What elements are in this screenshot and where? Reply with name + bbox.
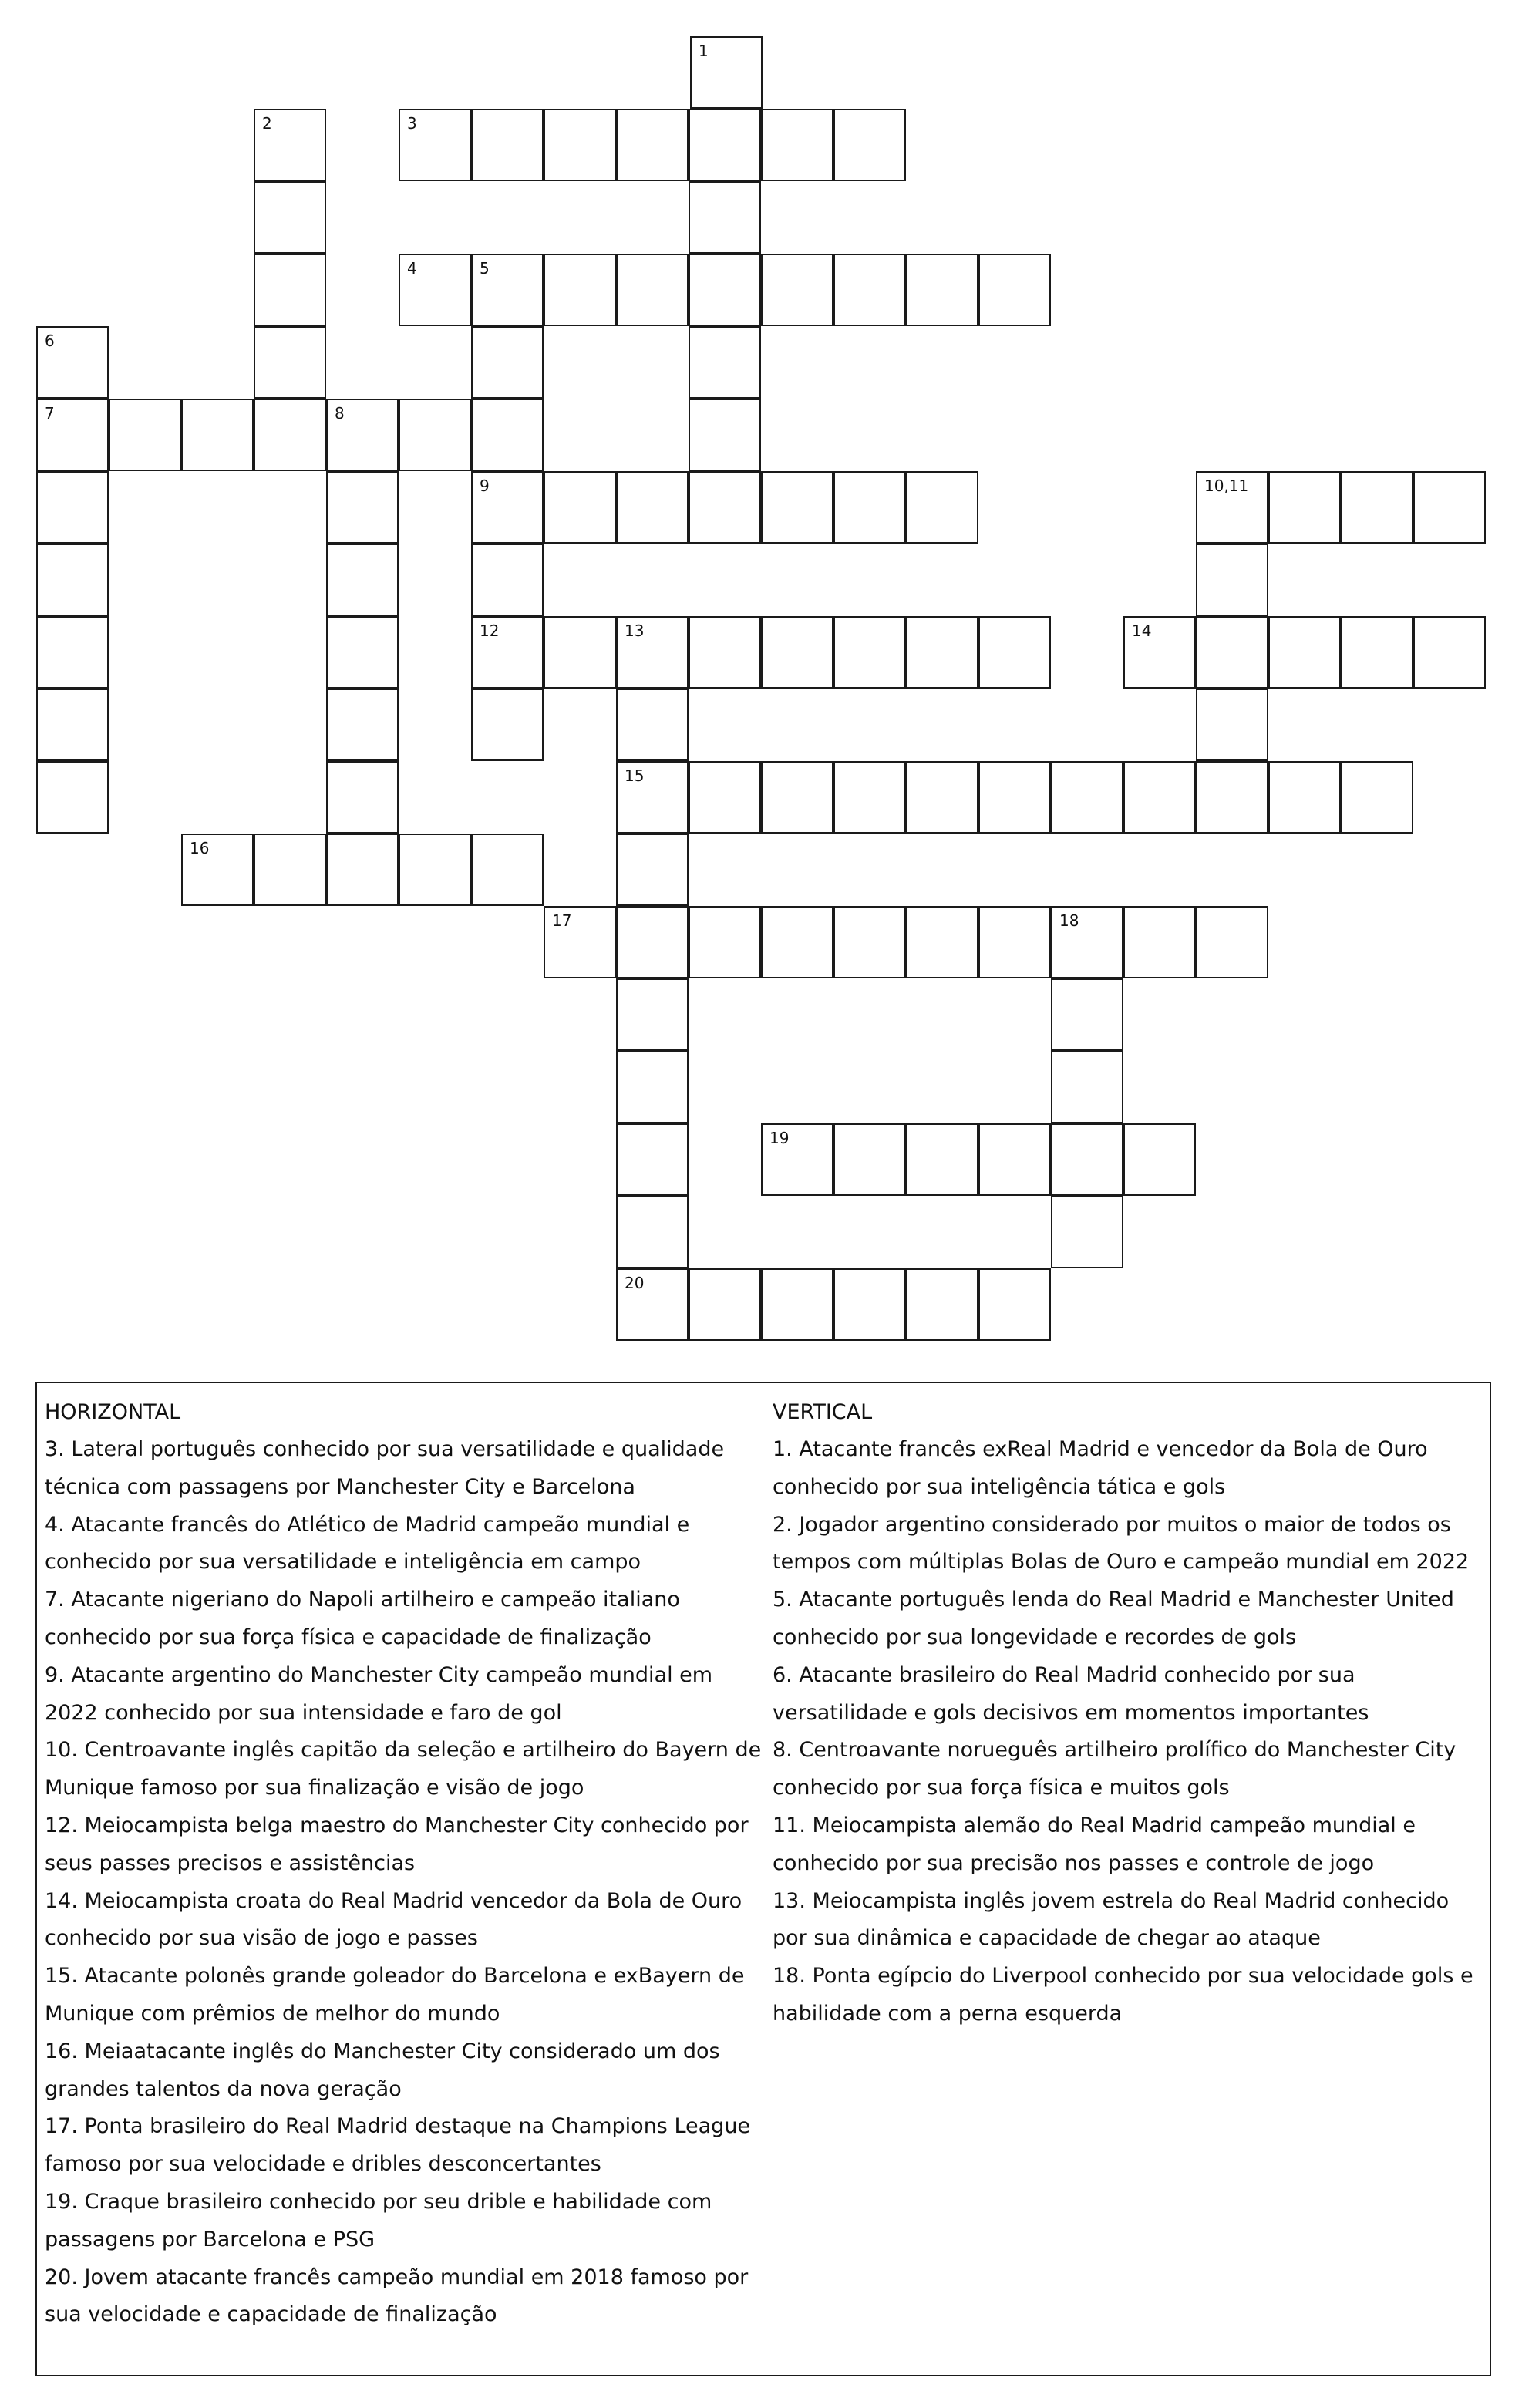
grid-cell[interactable]	[906, 761, 978, 834]
grid-cell[interactable]	[471, 544, 544, 616]
grid-cell[interactable]	[616, 1051, 689, 1123]
grid-cell[interactable]	[1051, 1196, 1123, 1268]
grid-cell[interactable]	[616, 1196, 689, 1268]
grid-cell[interactable]	[36, 689, 109, 761]
clue-number: 7	[45, 404, 55, 423]
grid-cell[interactable]	[761, 761, 833, 834]
clue-down-2: 2. Jogador argentino considerado por muitos o maior de todos os tempos com múltiplas Bolas de Ouro e campeão mundial em 2022	[773, 1512, 1470, 1574]
clue-number: 9	[480, 477, 490, 495]
grid-cell[interactable]	[36, 544, 109, 616]
grid-cell[interactable]	[544, 471, 616, 544]
clue-number: 12	[480, 621, 500, 640]
grid-cell[interactable]	[326, 761, 399, 834]
clue-number: 2	[262, 114, 272, 133]
grid-cell-12[interactable]	[471, 616, 544, 689]
clue-number: 8	[335, 404, 345, 423]
grid-cell-2[interactable]	[254, 109, 326, 181]
grid-cell[interactable]	[471, 326, 544, 399]
grid-cell[interactable]	[761, 616, 833, 689]
vertical-heading: VERTICAL	[773, 1400, 873, 1424]
grid-cell[interactable]	[1268, 761, 1341, 834]
grid-cell-8[interactable]	[326, 399, 399, 471]
grid-cell[interactable]	[254, 254, 326, 326]
grid-cell[interactable]	[616, 834, 689, 906]
clue-down-13: 13. Meiocampista inglês jovem estrela do Real Madrid conhecido por sua dinâmica e capacidade de chegar ao ataque	[773, 1888, 1450, 1951]
clue-number: 13	[625, 621, 645, 640]
grid-cell[interactable]	[689, 616, 761, 689]
grid-cell[interactable]	[181, 399, 254, 471]
clue-number: 17	[552, 911, 572, 930]
clue-across-16: 16. Meiaatacante inglês do Manchester City considerado um dos grandes talentos da nova geração	[45, 2039, 720, 2101]
grid-cell[interactable]	[254, 326, 326, 399]
grid-cell[interactable]	[616, 906, 689, 978]
grid-cell[interactable]	[689, 399, 761, 471]
clue-number: 15	[625, 766, 645, 785]
grid-cell[interactable]	[1341, 761, 1413, 834]
grid-cell[interactable]	[689, 326, 761, 399]
grid-cell-10-11[interactable]	[1196, 471, 1268, 544]
clue-across-20: 20. Jovem atacante francês campeão mundial em 2018 famoso por sua velocidade e capacidade de finalização	[45, 2265, 749, 2327]
grid-cell[interactable]	[616, 978, 689, 1051]
grid-cell[interactable]	[833, 109, 906, 181]
grid-cell[interactable]	[1123, 906, 1196, 978]
grid-cell[interactable]	[761, 254, 833, 326]
grid-cell[interactable]	[1196, 616, 1268, 689]
grid-cell[interactable]	[254, 834, 326, 906]
clue-number: 4	[407, 259, 417, 278]
grid-cell-17[interactable]	[544, 906, 616, 978]
grid-cell[interactable]	[978, 906, 1051, 978]
clue-number: 19	[769, 1129, 790, 1147]
grid-cell[interactable]	[761, 471, 833, 544]
grid-cell[interactable]	[616, 1123, 689, 1196]
clue-number: 10,11	[1204, 477, 1249, 495]
grid-cell[interactable]	[616, 471, 689, 544]
grid-cell[interactable]	[689, 761, 761, 834]
grid-cell-6[interactable]	[36, 326, 109, 399]
clue-across-14: 14. Meiocampista croata do Real Madrid vencedor da Bola de Ouro conhecido por sua visão de jogo e passes	[45, 1888, 742, 1951]
grid-cell[interactable]	[689, 254, 761, 326]
clues-box	[35, 1382, 1491, 2376]
grid-cell[interactable]	[544, 109, 616, 181]
grid-cell[interactable]	[689, 181, 761, 254]
clue-number: 1	[699, 42, 709, 60]
grid-cell[interactable]	[471, 834, 544, 906]
grid-cell[interactable]	[1341, 471, 1413, 544]
clue-number: 16	[190, 839, 210, 857]
grid-cell[interactable]	[399, 834, 471, 906]
clue-across-3: 3. Lateral português conhecido por sua versatilidade e qualidade técnica com passagens por Manchester City e Barcelona	[45, 1437, 725, 1499]
grid-cell[interactable]	[1268, 471, 1341, 544]
clue-across-10: 10. Centroavante inglês capitão da seleção e artilheiro do Bayern de Munique famoso por sua finalização e visão de jogo	[45, 1738, 762, 1800]
grid-cell[interactable]	[1051, 761, 1123, 834]
grid-cell[interactable]	[906, 254, 978, 326]
clue-across-4: 4. Atacante francês do Atlético de Madrid campeão mundial e conhecido por sua versatilidade e inteligência em campo	[45, 1512, 690, 1574]
clue-across-12: 12. Meiocampista belga maestro do Manchester City conhecido por seus passes precisos e assistências	[45, 1813, 749, 1875]
grid-cell[interactable]	[761, 109, 833, 181]
grid-cell-16[interactable]	[181, 834, 254, 906]
grid-cell[interactable]	[544, 616, 616, 689]
grid-cell[interactable]	[399, 399, 471, 471]
grid-cell[interactable]	[471, 399, 544, 471]
grid-cell[interactable]	[1196, 689, 1268, 761]
grid-cell[interactable]	[1413, 471, 1486, 544]
grid-cell[interactable]	[906, 1123, 978, 1196]
grid-cell[interactable]	[689, 109, 761, 181]
grid-cell[interactable]	[906, 471, 978, 544]
grid-cell[interactable]	[36, 761, 109, 834]
grid-cell[interactable]	[978, 616, 1051, 689]
grid-cell[interactable]	[1051, 978, 1123, 1051]
clue-across-9: 9. Atacante argentino do Manchester City campeão mundial em 2022 conhecido por sua intensidade e faro de gol	[45, 1662, 713, 1725]
grid-cell-20[interactable]	[616, 1268, 689, 1341]
grid-cell[interactable]	[1196, 761, 1268, 834]
grid-cell[interactable]	[616, 254, 689, 326]
grid-cell[interactable]	[254, 399, 326, 471]
clue-number: 20	[625, 1274, 645, 1292]
clue-across-19: 19. Craque brasileiro conhecido por seu drible e habilidade com passagens por Barcelona e PSG	[45, 2189, 712, 2251]
grid-cell-18[interactable]	[1051, 906, 1123, 978]
horizontal-heading: HORIZONTAL	[45, 1400, 181, 1424]
grid-cell[interactable]	[978, 254, 1051, 326]
grid-cell[interactable]	[689, 906, 761, 978]
grid-cell[interactable]	[471, 109, 544, 181]
clue-down-1: 1. Atacante francês exReal Madrid e vencedor da Bola de Ouro conhecido por sua inteligência tática e gols	[773, 1437, 1428, 1499]
grid-cell-4[interactable]	[399, 254, 471, 326]
grid-cell[interactable]	[1268, 616, 1341, 689]
grid-cell[interactable]	[109, 399, 181, 471]
horizontal-clues	[45, 1394, 771, 2334]
grid-cell-19[interactable]	[761, 1123, 833, 1196]
grid-cell[interactable]	[906, 616, 978, 689]
grid-cell[interactable]	[689, 1268, 761, 1341]
grid-cell[interactable]	[833, 616, 906, 689]
grid-cell[interactable]	[326, 834, 399, 906]
grid-cell[interactable]	[906, 1268, 978, 1341]
grid-cell[interactable]	[1196, 544, 1268, 616]
grid-cell[interactable]	[326, 616, 399, 689]
grid-cell[interactable]	[761, 1268, 833, 1341]
clue-down-8: 8. Centroavante norueguês artilheiro prolífico do Manchester City conhecido por sua força física e muitos gols	[773, 1738, 1456, 1800]
clue-down-18: 18. Ponta egípcio do Liverpool conhecido por sua velocidade gols e habilidade com a perna esquerda	[773, 1964, 1473, 2026]
grid-cell[interactable]	[326, 689, 399, 761]
grid-cell-15[interactable]	[616, 761, 689, 834]
clue-number: 14	[1132, 621, 1152, 640]
clue-across-17: 17. Ponta brasileiro do Real Madrid destaque na Champions League famoso por sua velocidade e dribles desconcertantes	[45, 2114, 751, 2177]
grid-cell[interactable]	[833, 906, 906, 978]
grid-cell-13[interactable]	[616, 616, 689, 689]
grid-cell[interactable]	[978, 1123, 1051, 1196]
grid-cell[interactable]	[833, 1123, 906, 1196]
grid-cell-9[interactable]	[471, 471, 544, 544]
grid-cell-3[interactable]	[399, 109, 471, 181]
grid-cell[interactable]	[36, 616, 109, 689]
grid-cell[interactable]	[833, 254, 906, 326]
clue-down-11: 11. Meiocampista alemão do Real Madrid campeão mundial e conhecido por sua precisão nos passes e controle de jogo	[773, 1813, 1416, 1875]
grid-cell[interactable]	[1413, 616, 1486, 689]
clue-number: 3	[407, 114, 417, 133]
clue-number: 5	[480, 259, 490, 278]
grid-cell[interactable]	[833, 1268, 906, 1341]
grid-cell[interactable]	[906, 906, 978, 978]
vertical-clues	[773, 1394, 1486, 2033]
clue-number: 6	[45, 332, 55, 350]
grid-cell-1[interactable]	[690, 36, 763, 109]
grid-cell[interactable]	[833, 761, 906, 834]
grid-cell[interactable]	[978, 761, 1051, 834]
grid-cell[interactable]	[1123, 1123, 1196, 1196]
grid-cell-7[interactable]	[36, 399, 109, 471]
clue-across-7: 7. Atacante nigeriano do Napoli artilheiro e campeão italiano conhecido por sua força física e capacidade de finalização	[45, 1588, 680, 1649]
grid-cell[interactable]	[36, 471, 109, 544]
grid-cell[interactable]	[326, 544, 399, 616]
grid-cell[interactable]	[544, 254, 616, 326]
grid-cell[interactable]	[326, 471, 399, 544]
grid-cell-14[interactable]	[1123, 616, 1196, 689]
grid-cell[interactable]	[471, 689, 544, 761]
grid-cell[interactable]	[689, 471, 761, 544]
grid-cell[interactable]	[1051, 1123, 1123, 1196]
grid-cell[interactable]	[1051, 1051, 1123, 1123]
grid-cell[interactable]	[1341, 616, 1413, 689]
grid-cell[interactable]	[254, 181, 326, 254]
clue-number: 18	[1059, 911, 1079, 930]
clue-down-6: 6. Atacante brasileiro do Real Madrid conhecido por sua versatilidade e gols decisivos em momentos importantes	[773, 1662, 1369, 1725]
clue-down-5: 5. Atacante português lenda do Real Madrid e Manchester United conhecido por sua longevidade e recordes de gols	[773, 1588, 1454, 1649]
grid-cell[interactable]	[616, 109, 689, 181]
grid-cell-5[interactable]	[471, 254, 544, 326]
grid-cell[interactable]	[833, 471, 906, 544]
grid-cell[interactable]	[1123, 761, 1196, 834]
grid-cell[interactable]	[1196, 906, 1268, 978]
grid-cell[interactable]	[978, 1268, 1051, 1341]
grid-cell[interactable]	[761, 906, 833, 978]
grid-cell[interactable]	[616, 689, 689, 761]
clue-across-15: 15. Atacante polonês grande goleador do Barcelona e exBayern de Munique com prêmios de melhor do mundo	[45, 1964, 745, 2026]
